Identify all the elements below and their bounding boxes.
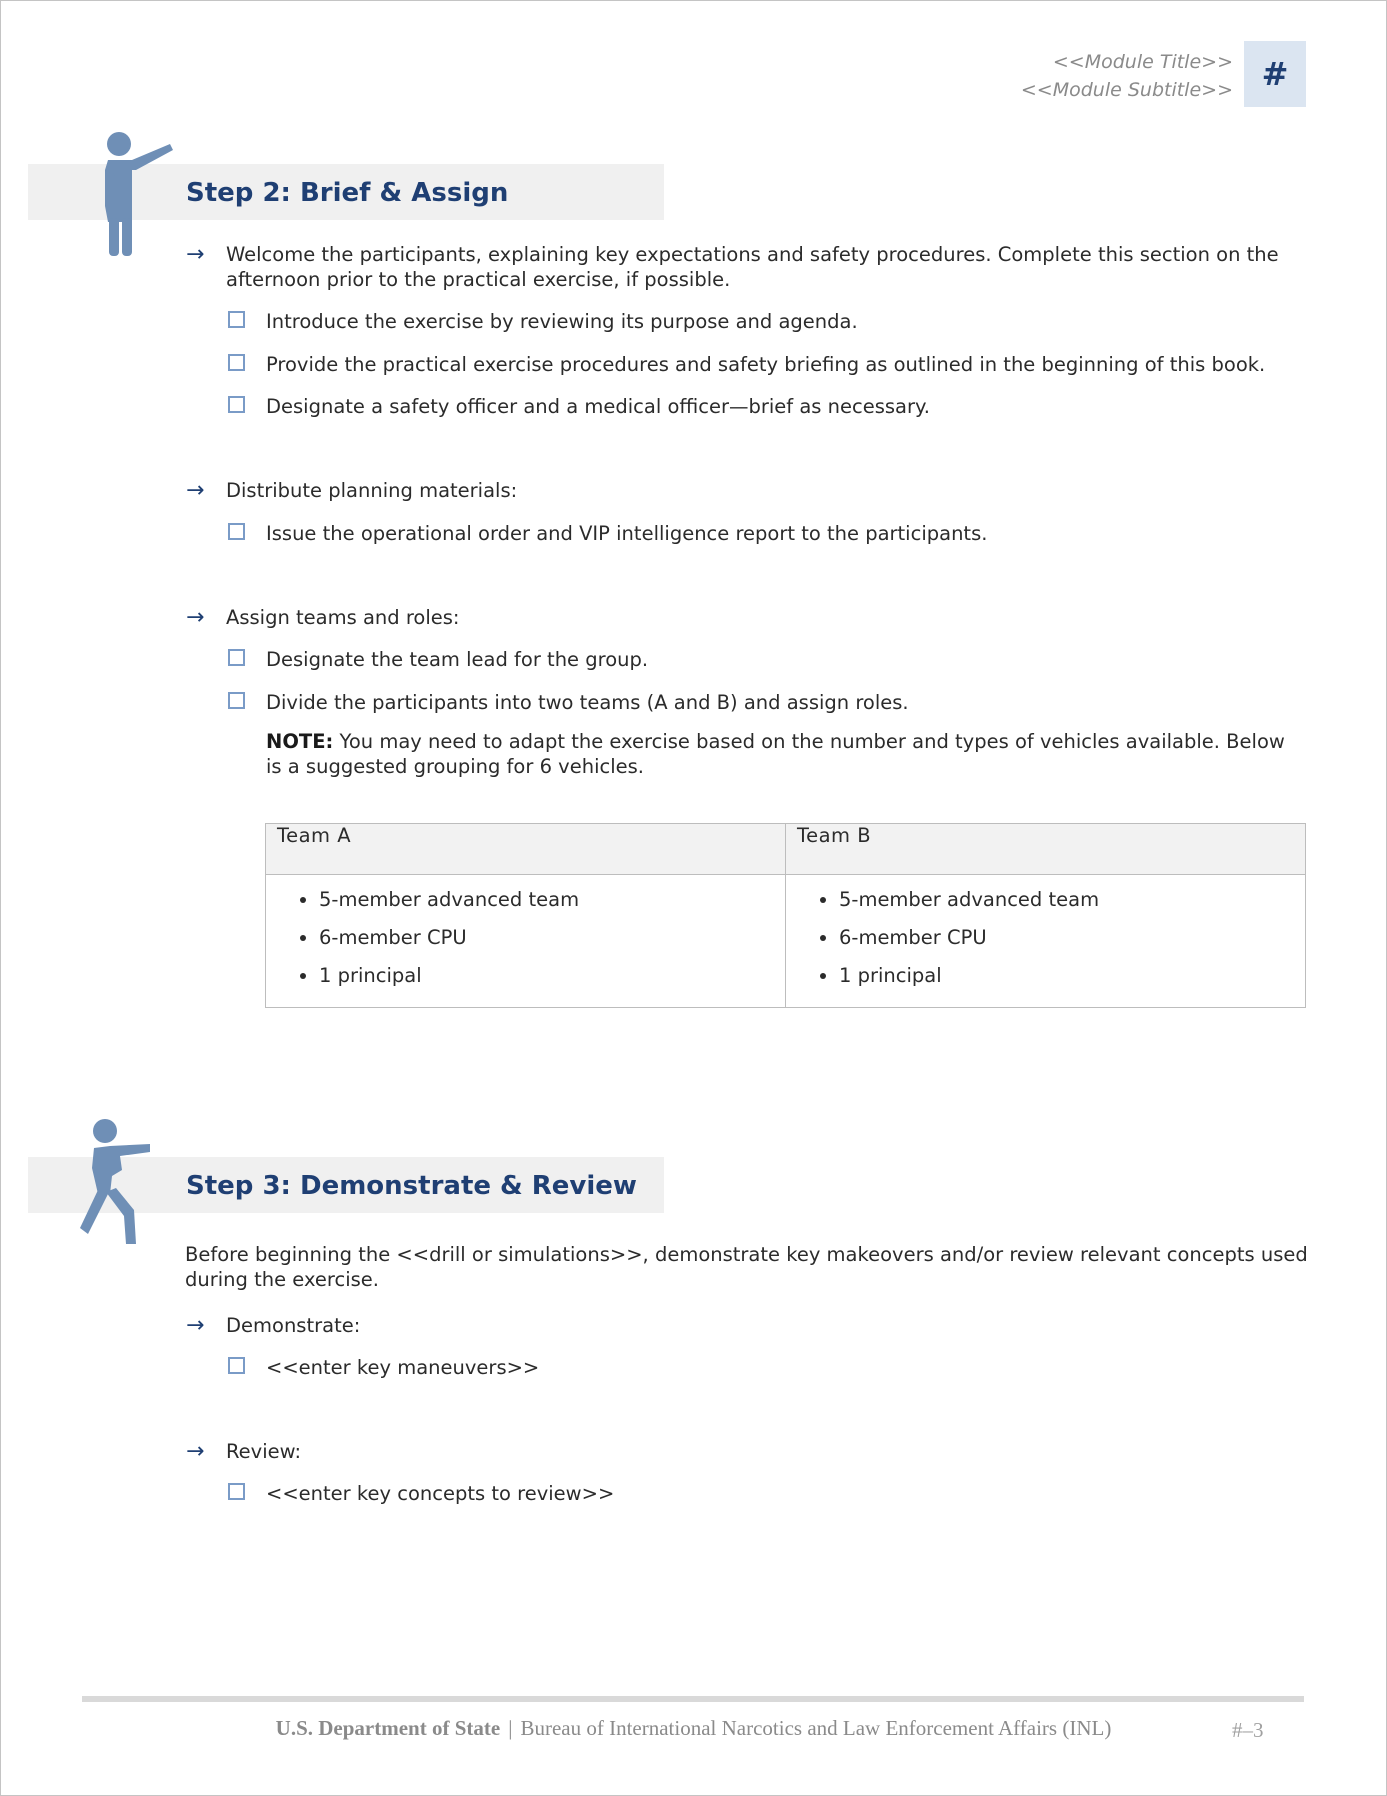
team-a-cell [266, 875, 786, 1008]
walking-person-icon [70, 1118, 154, 1246]
checklist-item[interactable] [228, 352, 1308, 377]
footer [0, 1716, 1387, 1741]
distribute-item [186, 478, 1306, 503]
team-b-cell [786, 875, 1306, 1008]
checkbox[interactable] [228, 311, 245, 328]
list-item: • 1 principal [839, 961, 1305, 999]
checklist-text: Provide the practical exercise procedures and safety briefing as outlined in the beginning of this book. [266, 353, 1266, 376]
team-table [265, 823, 1306, 1008]
demonstrate-text: Demonstrate: [226, 1314, 361, 1337]
module-title: <<Module Title>> [1052, 51, 1233, 73]
step3-title: Step 3: Demonstrate & Review [186, 1171, 637, 1201]
checklist-text: Issue the operational order and VIP intelligence report to the participants. [266, 522, 988, 545]
checkbox[interactable] [228, 692, 245, 709]
module-subtitle: <<Module Subtitle>> [1020, 79, 1233, 101]
arrow-icon: → [186, 478, 205, 503]
team-b-header: Team B [786, 824, 1306, 875]
arrow-icon: → [186, 1439, 205, 1464]
assign-text: Assign teams and roles: [226, 606, 460, 629]
checkbox[interactable] [228, 396, 245, 413]
checklist-text: Introduce the exercise by reviewing its purpose and agenda. [266, 310, 858, 333]
note-label: NOTE: [266, 730, 334, 753]
arrow-icon: → [186, 242, 205, 267]
step3-intro: Before beginning the <<drill or simulations>>, demonstrate key makeovers and/or review relevant concepts used during the exercise. [185, 1243, 1308, 1291]
review-item [186, 1439, 1306, 1464]
arrow-icon: → [186, 605, 205, 630]
checklist-item[interactable] [228, 309, 1308, 334]
list-item: • 6-member CPU [839, 923, 1305, 961]
footer-rule [82, 1696, 1304, 1702]
assign-item [186, 605, 1306, 630]
team-a-header: Team A [266, 824, 786, 875]
checklist-item[interactable] [228, 1355, 1308, 1380]
checkbox[interactable] [228, 523, 245, 540]
checklist-item[interactable] [228, 647, 1308, 672]
module-number-badge: # [1244, 41, 1306, 107]
review-text: Review: [226, 1440, 302, 1463]
list-item: • 6-member CPU [319, 923, 785, 961]
welcome-text: Welcome the participants, explaining key expectations and safety procedures. Complete this section on the afternoon prior to the practical exercise, if possible. [226, 243, 1279, 291]
checklist-item[interactable] [228, 690, 1308, 715]
step2-title: Step 2: Brief & Assign [186, 178, 509, 208]
checkbox[interactable] [228, 649, 245, 666]
checkbox[interactable] [228, 1483, 245, 1500]
arrow-icon: → [186, 1313, 205, 1338]
footer-bureau: Bureau of International Narcotics and Law Enforcement Affairs (INL) [520, 1716, 1112, 1740]
page-number: #–3 [1232, 1718, 1264, 1742]
note-text: You may need to adapt the exercise based on the number and types of vehicles available. Below is a suggested grouping for 6 vehicles. [266, 730, 1285, 778]
checklist-text: <<enter key maneuvers>> [266, 1356, 540, 1379]
checklist-item[interactable] [228, 1481, 1308, 1506]
checkbox[interactable] [228, 354, 245, 371]
checklist-item[interactable] [228, 521, 1308, 546]
pointing-person-icon [88, 130, 178, 258]
footer-separator: | [508, 1716, 513, 1740]
checklist-text: <<enter key concepts to review>> [266, 1482, 615, 1505]
demonstrate-item [186, 1313, 1306, 1338]
checklist-text: Designate the team lead for the group. [266, 648, 649, 671]
note [266, 729, 1306, 779]
checklist-item[interactable] [228, 394, 1308, 419]
footer-department: U.S. Department of State [275, 1716, 501, 1740]
list-item: • 5-member advanced team [839, 885, 1305, 923]
checkbox[interactable] [228, 1357, 245, 1374]
distribute-text: Distribute planning materials: [226, 479, 518, 502]
checklist-text: Designate a safety officer and a medical officer—brief as necessary. [266, 395, 930, 418]
module-header [1021, 48, 1233, 104]
list-item: • 5-member advanced team [319, 885, 785, 923]
welcome-item [186, 242, 1306, 292]
list-item: • 1 principal [319, 961, 785, 999]
checklist-text: Divide the participants into two teams (A and B) and assign roles. [266, 691, 909, 714]
